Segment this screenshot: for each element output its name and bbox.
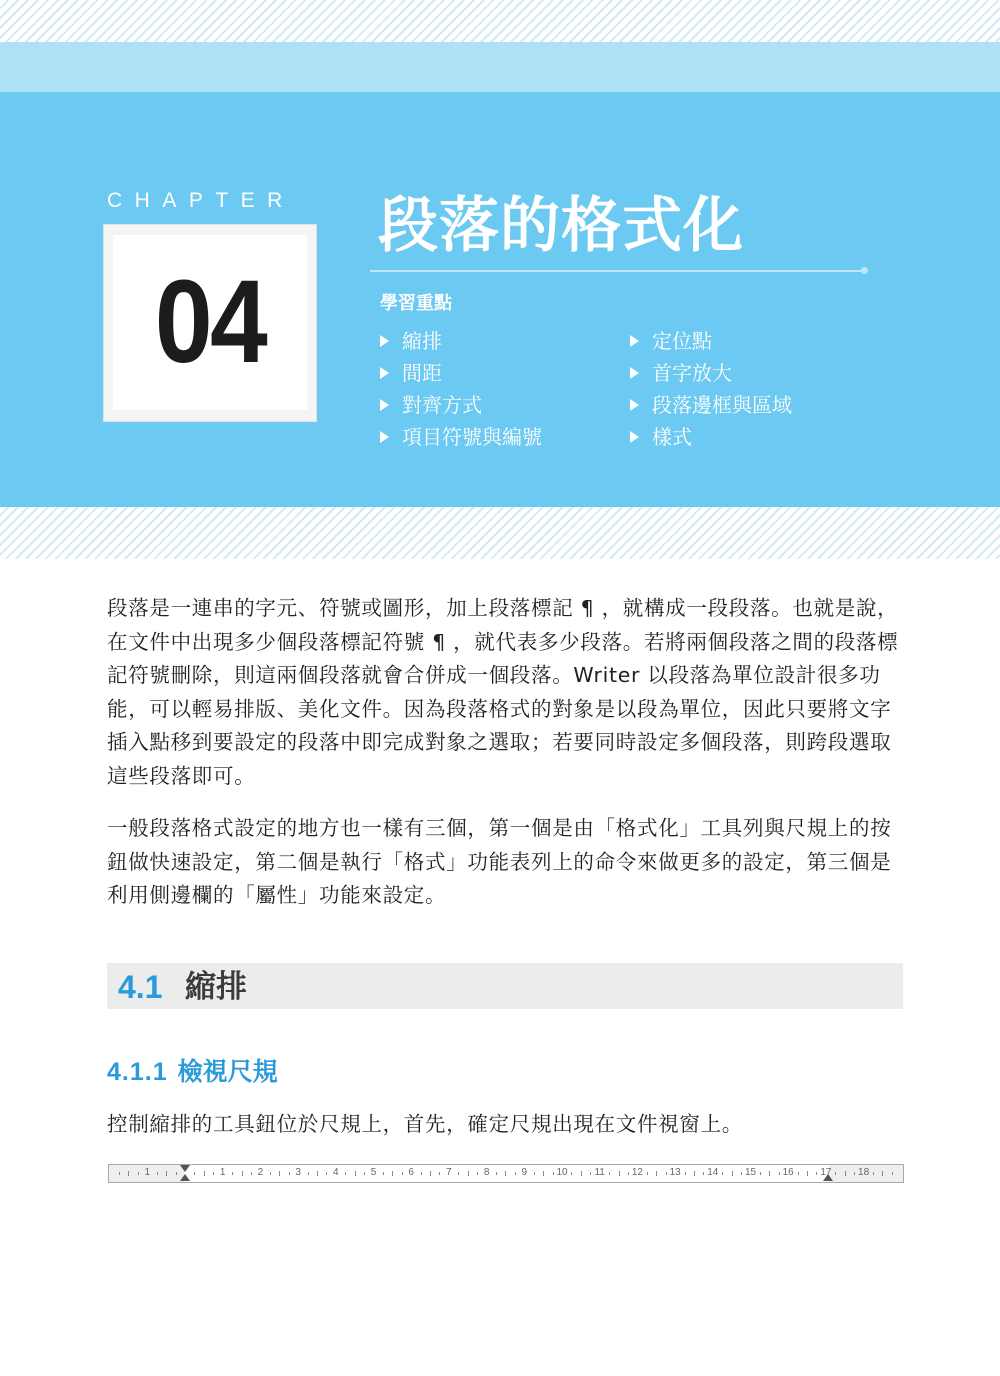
ruler-tick <box>543 1171 544 1176</box>
ruler-label: 7 <box>446 1167 452 1178</box>
section-heading <box>107 963 903 1009</box>
ruler-label: 3 <box>295 1167 301 1178</box>
body-paragraph-intro: 段落是一連串的字元、符號或圖形，加上段落標記 ¶ ，就構成一段段落。也就是說，在文件中出現多少個段落標記符號 ¶ ，就代表多少段落。若將兩個段落之間的段落標記符號刪除，則這兩個段落就會合併成一個段落。Writer 以段落為單位設計很多功能，可以輕易排版、美化文件。因為段落格式的對象是以段為單位，因此只要將文字插入點移到要設定的段落中即完成對象之選取；若要同時設定多個段落，則跨段選取這些段落即可。 <box>107 596 899 788</box>
ruler-tick <box>505 1171 506 1176</box>
ruler-tick <box>854 1172 855 1175</box>
ruler-tick <box>383 1172 384 1175</box>
ruler-tick <box>345 1172 346 1175</box>
key-point-item <box>630 389 792 421</box>
ruler-tick <box>760 1172 761 1175</box>
ruler-tick <box>845 1171 846 1176</box>
ruler-tick <box>477 1172 478 1175</box>
ruler-tick <box>326 1172 327 1175</box>
key-point-label: 樣式 <box>652 425 692 449</box>
key-point-label: 縮排 <box>402 329 442 353</box>
subsection-heading <box>107 1052 278 1092</box>
ruler-tick <box>590 1172 591 1175</box>
key-point-label: 項目符號與編號 <box>402 425 542 449</box>
ruler-label: 15 <box>744 1167 757 1178</box>
ruler-label: 4 <box>333 1167 339 1178</box>
ruler-tick <box>732 1171 733 1176</box>
section-title: 縮排 <box>185 969 247 1005</box>
ruler-tick <box>439 1172 440 1175</box>
triangle-bullet-icon <box>380 431 389 443</box>
ruler-tick <box>769 1171 770 1176</box>
triangle-bullet-icon <box>380 367 389 379</box>
ruler-tick <box>816 1172 817 1175</box>
ruler-label: 13 <box>669 1167 681 1178</box>
triangle-bullet-icon <box>630 335 639 347</box>
key-point-label: 間距 <box>402 361 442 385</box>
ruler-tick <box>619 1171 620 1176</box>
ruler-tick <box>873 1172 874 1175</box>
key-point-label: 對齊方式 <box>402 393 482 417</box>
ruler-tick <box>166 1171 167 1176</box>
chapter-title: 段落的格式化 <box>378 191 744 261</box>
key-point-item <box>380 357 542 389</box>
first-line-indent-handle[interactable] <box>180 1165 190 1172</box>
ruler-tick <box>703 1172 704 1175</box>
chapter-number-panel <box>113 235 307 410</box>
ruler-label: 1 <box>219 1167 226 1178</box>
key-point-item <box>630 325 792 357</box>
ruler-label: 8 <box>483 1167 490 1178</box>
ruler-label: 6 <box>408 1167 414 1178</box>
ruler-tick <box>289 1172 290 1175</box>
ruler-tick <box>553 1172 554 1175</box>
ruler-label: 9 <box>521 1167 528 1178</box>
ruler-tick <box>213 1172 214 1175</box>
key-point-item <box>380 421 542 453</box>
subsection-title: 檢視尺規 <box>177 1057 278 1086</box>
ruler-label: 5 <box>370 1167 377 1178</box>
chapter-number-box <box>103 224 317 422</box>
chapter-number: 04 <box>154 256 266 388</box>
horizontal-ruler[interactable] <box>108 1164 904 1183</box>
key-point-label: 首字放大 <box>652 361 732 385</box>
key-points-list-right <box>630 325 792 453</box>
key-point-item <box>380 389 542 421</box>
ruler-tick <box>204 1171 205 1176</box>
ruler-tick <box>421 1172 422 1175</box>
triangle-bullet-icon <box>630 367 639 379</box>
ruler-tick <box>176 1172 177 1175</box>
ruler-tick <box>402 1172 403 1175</box>
triangle-bullet-icon <box>630 399 639 411</box>
ruler-tick <box>515 1172 516 1175</box>
ruler-tick <box>656 1171 657 1176</box>
ruler-tick <box>392 1171 393 1176</box>
ruler-tick <box>666 1172 667 1175</box>
ruler-tick <box>232 1172 233 1175</box>
top-stripe-decoration <box>0 0 1000 42</box>
ruler-label: 16 <box>782 1167 794 1178</box>
ruler-label: 18 <box>858 1167 870 1178</box>
ruler-label: 10 <box>556 1167 568 1178</box>
ruler-tick <box>835 1172 836 1175</box>
ruler-tick <box>779 1172 780 1175</box>
ruler-tick <box>251 1172 252 1175</box>
title-divider <box>370 270 864 272</box>
triangle-bullet-icon <box>630 431 639 443</box>
section-number: 4.1 <box>118 969 163 1005</box>
ruler-tick <box>128 1171 129 1176</box>
ruler-tick <box>119 1172 120 1175</box>
ruler-tick <box>534 1172 535 1175</box>
ruler-tick <box>430 1171 431 1176</box>
ruler-label: 17 <box>820 1167 832 1178</box>
ruler-tick <box>722 1172 723 1175</box>
ruler-label: 12 <box>631 1167 643 1178</box>
ruler-tick <box>882 1171 883 1176</box>
ruler-tick <box>571 1172 572 1175</box>
ruler-tick <box>364 1172 365 1175</box>
ruler-tick <box>270 1172 271 1175</box>
ruler-tick <box>157 1172 158 1175</box>
ruler-label: 1 <box>144 1167 151 1178</box>
key-point-label: 定位點 <box>652 329 712 353</box>
chapter-label: CHAPTER <box>107 189 295 212</box>
ruler-label: 14 <box>707 1167 719 1178</box>
bottom-stripe-decoration <box>0 507 1000 559</box>
triangle-bullet-icon <box>380 399 389 411</box>
ruler-tick <box>317 1171 318 1176</box>
key-point-label: 段落邊框與區域 <box>652 393 792 417</box>
body-paragraph-settings: 一般段落格式設定的地方也一樣有三個，第一個是由「格式化」工具列與尺規上的按鈕做快速設定，第二個是執行「格式」功能表列上的命令來做更多的設定，第三個是利用側邊欄的「屬性」功能來設定。 <box>107 816 892 907</box>
key-points-list-left <box>380 325 542 453</box>
ruler-tick <box>279 1171 280 1176</box>
ruler-tick <box>458 1172 459 1175</box>
ruler-tick <box>798 1172 799 1175</box>
title-divider-dot <box>861 267 868 274</box>
ruler-tick <box>741 1172 742 1175</box>
key-point-item <box>630 357 792 389</box>
ruler-tick <box>694 1171 695 1176</box>
triangle-bullet-icon <box>380 335 389 347</box>
ruler-tick <box>242 1171 243 1176</box>
ruler-tick <box>581 1171 582 1176</box>
ruler-tick <box>685 1172 686 1175</box>
left-indent-handle[interactable] <box>180 1174 190 1181</box>
ruler-tick <box>138 1172 139 1175</box>
ruler-tick <box>609 1172 610 1175</box>
subsection-number: 4.1.1 <box>107 1058 168 1086</box>
ruler-tick <box>647 1172 648 1175</box>
ruler-label: 11 <box>594 1167 605 1178</box>
body-paragraph-ruler: 控制縮排的工具鈕位於尺規上，首先，確定尺規出現在文件視窗上。 <box>107 1112 743 1136</box>
ruler-tick <box>194 1172 195 1175</box>
ruler-tick <box>308 1172 309 1175</box>
ruler-label: 2 <box>257 1167 264 1178</box>
header-light-band <box>0 42 1000 92</box>
ruler-tick <box>468 1171 469 1176</box>
ruler-tick <box>892 1172 893 1175</box>
ruler-tick <box>496 1172 497 1175</box>
ruler-tick <box>628 1172 629 1175</box>
ruler-tick <box>807 1171 808 1176</box>
key-points-heading: 學習重點 <box>380 293 452 314</box>
key-point-item <box>630 421 792 453</box>
key-point-item <box>380 325 542 357</box>
ruler-tick <box>355 1171 356 1176</box>
